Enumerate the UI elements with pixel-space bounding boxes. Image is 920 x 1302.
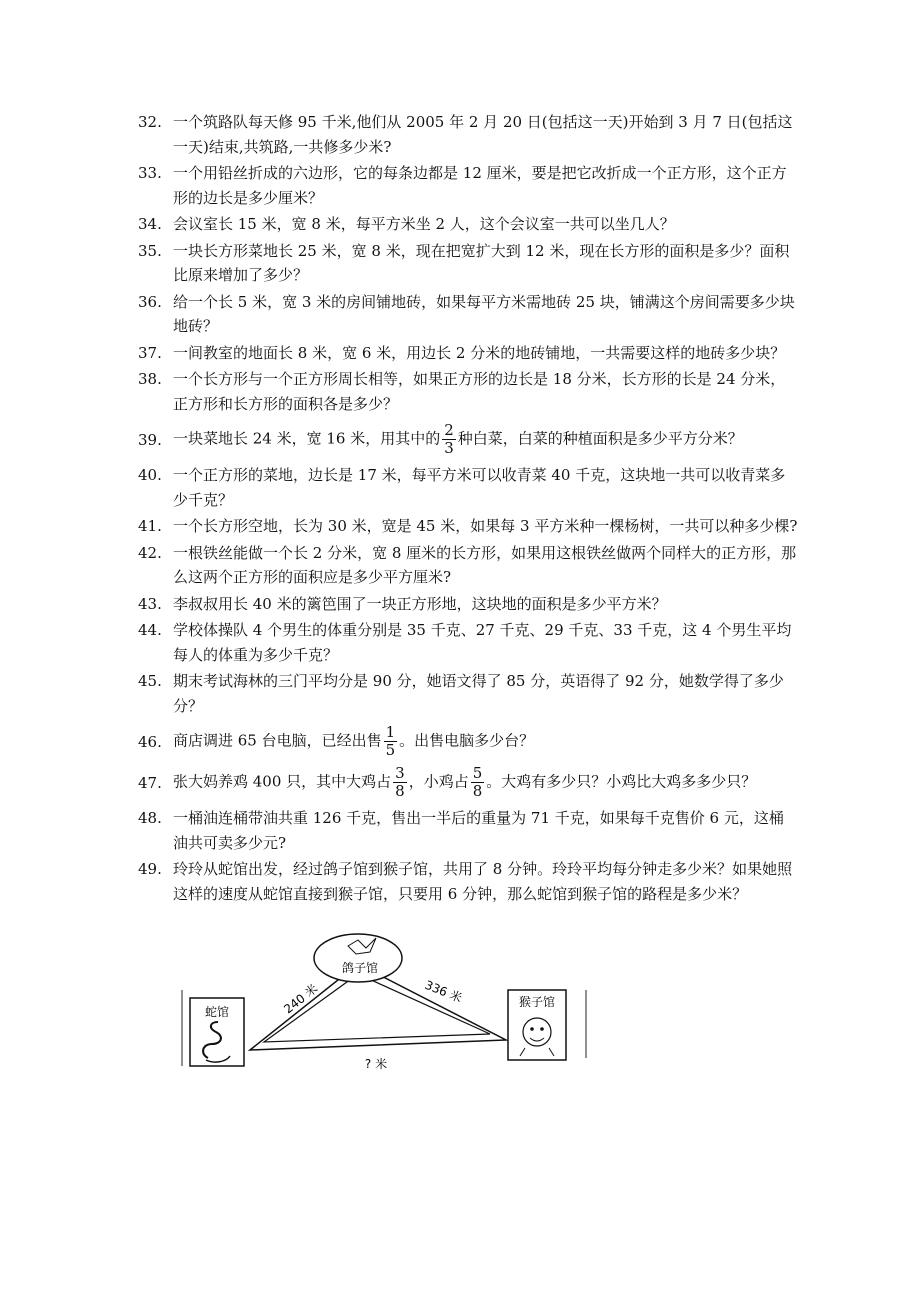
monkey-house <box>508 990 566 1060</box>
bottom-distance-label: ? 米 <box>364 1057 388 1071</box>
problem-text: 一根铁丝能做一个长 2 分米，宽 8 厘米的长方形，如果用这根铁丝做两个同样大的正方形，那么这两个正方形的面积应是多少平方厘米? <box>173 543 797 586</box>
pigeon-house-label: 鸽子馆 <box>341 961 379 975</box>
problem-number: 42. <box>138 543 162 562</box>
problem-text: 会议室长 15 米，宽 8 米，每平方米坐 2 人，这个会议室一共可以坐几人？ <box>173 215 675 233</box>
problem-text: 一块菜地长 24 米，宽 16 米，用其中的 <box>173 429 441 448</box>
problem-text: 李叔叔用长 40 米的篱笆围了一块正方形地，这块地的面积是多少平方米？ <box>173 594 667 613</box>
problem-text: 一个长方形与一个正方形周长相等，如果正方形的边长是 18 分米，长方形的长是 24 分米，正方形和长方形的面积各是多少？ <box>173 370 786 413</box>
problem-text: 种白菜，白菜的种植面积是多少平方分米？ <box>457 429 743 448</box>
problem-number: 43. <box>138 594 162 613</box>
fraction-denominator: 8 <box>472 782 483 800</box>
problem-34 <box>138 212 798 237</box>
monkey-eye-left <box>530 1027 534 1031</box>
problem-45 <box>138 669 798 718</box>
route-diagram-svg <box>180 928 600 1078</box>
problem-text: 张大妈养鸡 400 只，其中大鸡占 <box>173 772 392 791</box>
fraction-numerator: 5 <box>472 764 483 782</box>
problem-41 <box>138 514 798 539</box>
pigeon-house <box>314 934 402 982</box>
problem-number: 35. <box>138 241 162 260</box>
problem-text: 一个用铅丝折成的六边形，它的每条边都是 12 厘米，要是把它改折成一个正方形，这个正方形的边长是多少厘米？ <box>173 164 787 207</box>
fraction-denominator: 8 <box>395 782 405 800</box>
problem-number: 47. <box>138 774 162 792</box>
fraction-denominator: 3 <box>444 439 454 457</box>
problem-33 <box>138 161 798 210</box>
problem-39 <box>138 422 798 457</box>
problem-text: 一桶油连桶带油共重 126 千克，售出一半后的重量为 71 千克，如果每千克售价 6 元，这桶油共可卖多少元? <box>173 809 784 852</box>
problem-number: 45. <box>138 672 162 690</box>
problem-49 <box>138 857 798 906</box>
right-distance-label: 336 米 <box>422 977 465 1006</box>
fraction-numerator: 3 <box>395 764 405 782</box>
problem-text: 玲玲从蛇馆出发，经过鸽子馆到猴子馆，共用了 8 分钟。玲玲平均每分钟走多少米？如果她照这样的速度从蛇馆直接到猴子馆，只要用 6 分钟，那么蛇馆到猴子馆的路程是多少米？ <box>173 860 793 903</box>
problem-text: 商店调进 65 台电脑，已经出售 <box>173 731 382 750</box>
problem-number: 44. <box>138 621 162 639</box>
problem-number: 34. <box>138 215 162 233</box>
problem-number: 40. <box>138 466 162 484</box>
left-distance-label: 240 米 <box>281 981 321 1017</box>
problem-37 <box>138 341 798 366</box>
problem-44 <box>138 618 798 667</box>
problem-number: 39. <box>138 431 162 449</box>
fraction <box>393 765 407 800</box>
problem-text: 。大鸡有多少只？小鸡比大鸡多多少只？ <box>486 772 757 791</box>
fraction-denominator: 5 <box>385 741 396 759</box>
problem-text: 。出售电脑多少台？ <box>399 731 535 750</box>
problem-36 <box>138 290 798 339</box>
problem-32 <box>138 110 798 159</box>
problem-number: 37. <box>138 343 162 362</box>
problem-47 <box>138 765 798 800</box>
monkey-house-label: 猴子馆 <box>518 995 556 1009</box>
problem-42 <box>138 541 798 590</box>
fraction-numerator: 1 <box>385 723 396 741</box>
problem-number: 33. <box>138 164 162 182</box>
problem-number: 32. <box>138 113 162 131</box>
monkey-eye-right <box>540 1027 544 1031</box>
problem-number: 41. <box>138 517 162 535</box>
route-diagram <box>180 928 600 1078</box>
fraction <box>384 724 398 759</box>
problem-48 <box>138 806 798 855</box>
problem-43 <box>138 592 798 617</box>
snake-house <box>190 998 244 1066</box>
problem-text: ，小鸡占 <box>408 772 469 791</box>
problem-35 <box>138 239 798 288</box>
problem-number: 38. <box>138 370 162 388</box>
problem-number: 49. <box>138 860 162 878</box>
problem-text: 学校体操队 4 个男生的体重分别是 35 千克、27 千克、29 千克、33 千克，这 4 个男生平均每人的体重为多少千克？ <box>173 621 792 664</box>
problem-text: 一个筑路队每天修 95 千米,他们从 2005 年 2 月 20 日(包括这一天)开始到 3 月 7 日(包括这一天)结束,共筑路,一共修多少米? <box>173 113 793 156</box>
problem-text: 一个长方形空地，长为 30 米，宽是 45 米，如果每 3 平方米种一棵杨树，一共可以种多少棵? <box>173 517 798 535</box>
problem-text: 一块长方形菜地长 25 米，宽 8 米，现在把宽扩大到 12 米，现在长方形的面积是多少？面积比原来增加了多少？ <box>173 241 790 284</box>
problem-text: 一间教室的地面长 8 米，宽 6 米，用边长 2 分米的地砖铺地，一共需要这样的地砖多少块？ <box>173 343 786 362</box>
problem-38 <box>138 367 798 416</box>
problem-list <box>138 110 798 908</box>
problem-46 <box>138 724 798 759</box>
fraction-numerator: 2 <box>444 421 454 439</box>
problem-number: 48. <box>138 809 162 827</box>
problem-text: 给一个长 5 米，宽 3 米的房间铺地砖，如果每平方米需地砖 25 块，铺满这个房间需要多少块地砖？ <box>173 292 795 335</box>
snake-house-label: 蛇馆 <box>204 1005 230 1019</box>
problem-number: 36. <box>138 292 162 311</box>
fraction <box>471 765 485 800</box>
fraction <box>442 422 456 457</box>
problem-40 <box>138 463 798 512</box>
problem-number: 46. <box>138 733 162 751</box>
problem-text: 期末考试海林的三门平均分是 90 分，她语文得了 85 分，英语得了 92 分，她数学得了多少分？ <box>173 672 784 715</box>
problem-text: 一个正方形的菜地，边长是 17 米，每平方米可以收青菜 40 千克，这块地一共可以收青菜多少千克？ <box>173 466 786 509</box>
